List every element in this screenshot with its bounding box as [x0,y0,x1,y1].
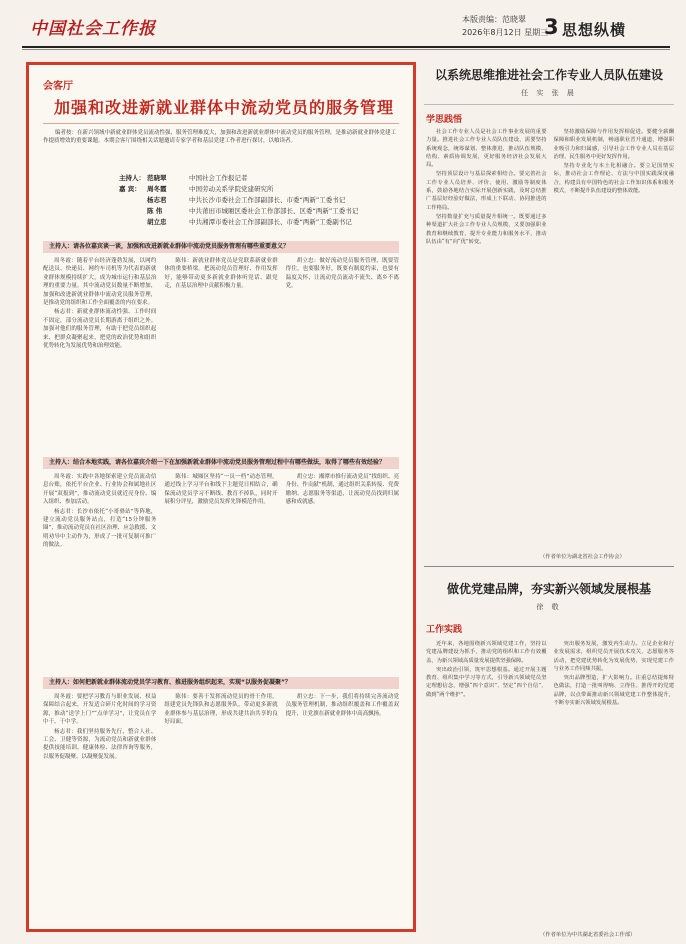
paragraph: 杨志君：新就业群体流动性强、工作时间不固定，部分流动党员长期游离于组织之外。加强对他们的服务管理，有助于把党员组织起来、把群众凝聚起来，把党的政治优势和组织优势转化为发展优势和治理效能。 [43,309,157,350]
participant-org: 中共莆田市城厢区委社会工作部部长、区委“两新”工委书记 [189,207,359,215]
paragraph: 胡立忠：下一步，我们将持续完善流动党员服务管理机制，推动组织覆盖和工作覆盖双提升，让党旗在新就业群体中高高飘扬。 [285,694,399,717]
participant-org: 中共湘潭市委社会工作部副部长、市委“两新”工委副书记 [189,218,352,226]
masthead-rule [22,46,670,48]
paragraph: 胡立忠：湘潭市推行流动党员“找组织、亮身份、作贡献”机制，通过组织关系转接、党费缴纳、志愿服务等渠道，让流动党员找到归属感和成就感。 [285,474,399,506]
participant-role: 主持人： [119,174,145,182]
article-title: 以系统思维推进社会工作专业人员队伍建设 [434,68,663,82]
article-title: 加强和改进新就业群体中流动党员的服务管理 [53,98,394,117]
column-kicker: 工作实践 [426,625,463,635]
paragraph: 社会工作专业人员是社会工作事业发展的重要力量。推进社会工作专业人员队伍建设，需要坚持系统观念，统筹谋划、整体推进，推动队伍规模、结构、素质协调发展，更好服务经济社会发展大局。 [426,129,547,169]
participant-org: 中国社会工作报记者 [189,174,248,182]
participant-role [119,195,147,206]
text-column [164,257,277,453]
paragraph: 周冬霞：要把学习教育与职业发展、权益保障结合起来，开发适合碎片化时间的学习资源，推动“送学上门”“点单学习”，让党员在学中干、干中学。 [43,694,157,726]
article-separator [424,566,674,567]
text-column [43,257,156,453]
participant-name: 杨志君 [147,196,167,204]
author-affiliation: （作者单位为湖北省社会工作协会） [540,554,625,560]
paragraph: 周冬霞：实践中各地探索建立党员流动信息台账，依托平台企业、行业协会和属地社区开展“双报到”，推动流动党员就近亮身份、编入组织、参加活动。 [43,474,157,506]
text-column [164,693,277,925]
column-kicker: 学思践悟 [426,115,463,125]
participant-row [119,217,358,228]
paragraph: 坚持数量扩充与质量提升相统一。既要通过多种渠道扩大社会工作专业人员规模，又要加强职业教育和继续教育，提升专业能力和服务水平，推动队伍由“有”向“优”转变。 [426,213,547,245]
article-body [426,640,674,930]
discussion-question: 主持人：请各位嘉宾谈一谈，加强和改进新就业群体中流动党员服务管理有哪些重要意义？ [43,241,399,253]
article-title: 做优党建品牌，夯实新兴领域发展根基 [446,582,651,596]
masthead-rule-thin [22,49,670,50]
title-divider [43,123,399,124]
participant-role: 嘉 宾： [119,185,141,193]
participant-name: 范晓翠 [147,174,167,182]
discussion-question: 主持人：结合本地实践，请各位嘉宾介绍一下在加强新就业群体中流动党员服务管理过程中有哪些做法，取得了哪些有效经验？ [43,457,399,469]
paragraph: 坚持激励保障与作用发挥相促进。要健全薪酬保障和职业发展机制，畅通职业晋升通道，增强职业吸引力和归属感，引导社会工作专业人员在基层治理、民生服务中更好发挥作用。 [553,129,674,160]
text-column [43,473,156,673]
text-column [286,473,399,673]
author-affiliation: （作者单位为中共湖北省委社会工作部） [540,932,636,938]
participant-role [119,206,147,217]
masthead [0,0,686,56]
text-column [426,128,547,548]
section-title: 思想纵横 [562,21,627,39]
paragraph: 陈伟：新就业群体党员是党联系新就业群体的重要桥梁。把流动党员管理好、作用发挥好，能够带动更多新就业群体听党话、跟党走，在基层治理中贡献积极力量。 [164,258,278,290]
paragraph: 近年来，各地围绕新兴领域党建工作，坚持以党建品牌建设为抓手，推动党的组织和工作有效覆盖，为新兴领域高质量发展提供坚强保障。 [426,641,547,664]
discussion-section-2 [43,473,399,673]
issue-date: 2026年8月12日 星期三 [462,28,549,37]
editor-note: 编者按：在新兴领域中新就业群体党员流动性强、服务管理难度大，加强和改进新就业群体中流动党员的服务管理，是推动新就业群体党建工作提质增效的重要课题。本期会客厅围绕相关话题邀请专家学者和基层党建工作者进行探讨，以飨读者。 [43,130,397,144]
text-column [426,640,547,930]
newspaper-logo: 中国社会工作报 [30,19,156,39]
paragraph: 陈伟：要善于发挥流动党员的骨干作用，组建党员先锋队和志愿服务队，带动更多新就业群体参与基层治理，形成共建共治共享的良好局面。 [164,694,278,726]
article-body [426,128,674,548]
participant-role [119,217,147,228]
participant-row [119,195,358,206]
participant-name: 陈 伟 [147,207,163,215]
edition-editor: 本版责编：范晓翠 [462,15,526,24]
column-kicker: 会客厅 [43,81,73,92]
text-column [164,473,277,673]
featured-article-frame [26,62,416,932]
discussion-question: 主持人：如何把新就业群体流动党员学习教育、推进服务组织起来，实现“以服务促凝聚”？ [43,677,399,689]
participant-org: 中共长沙市委社会工作部副部长、市委“两新”工委书记 [189,196,346,204]
paragraph: 突出品牌塑造，扩大影响力。注重总结提炼特色做法，打造一批叫得响、立得住、推得开的党建品牌，以点带面推动新兴领域党建工作整体提升，不断夯实新兴领域发展根基。 [553,675,674,707]
participant-row [119,184,358,195]
participant-row [119,206,358,217]
participant-name: 周冬霞 [147,185,167,193]
paragraph: 胡立忠：做好流动党员服务管理，既要管得住，也要服务好，既要有制度约束，也要有温度关怀，让流动党员流动不流失、离乡不离党。 [285,258,399,290]
paragraph: 陈伟：城厢区坚持“一员一档”动态管理，通过线上学习平台和线下主题党日相结合，确保流动党员学习不断线、教育不掉队，同时开展积分评星，激励党员发挥先锋模范作用。 [164,474,278,506]
title-divider [424,104,674,105]
participants-list [119,173,358,228]
participant-row [119,173,358,184]
text-column [554,128,675,548]
participant-org: 中国劳动关系学院党建研究所 [189,185,274,193]
paragraph: 坚持专业化与本土化相融合。要立足国情实际，推动社会工作理论、方法与中国实践深度融合，构建具有中国特色的社会工作知识体系和服务模式，不断提升队伍建设的整体效能。 [553,163,674,195]
text-column [286,257,399,453]
paragraph: 突出政治引领，筑牢思想根基。通过开展主题教育、组织集中学习等方式，引导新兴领域党员坚定理想信念，增强“四个意识”、坚定“四个自信”、做到“两个维护”。 [426,666,547,698]
discussion-section-1 [43,257,399,453]
participant-name: 胡立忠 [147,218,167,226]
page-number: 3 [544,15,559,39]
text-column [554,640,675,930]
article-author: 徐 敬 [536,603,562,611]
paragraph: 杨志君：我们坚持服务先行，整合人社、工会、卫健等资源，为流动党员和新就业群体提供技能培训、健康体检、法律咨询等服务，以服务促凝聚、以凝聚促发展。 [43,728,157,760]
paragraph: 杨志君：长沙市依托“小哥驿站”等阵地，建立流动党员服务站点，打造“15分钟服务圈”，推动流动党员在社区治理、应急救援、文明劝导中主动作为，形成了一批可复制可推广的做法。 [43,508,157,549]
discussion-section-3 [43,693,399,925]
paragraph: 突出服务发展，激发内生动力。立足企业和行业发展需求，组织党员开展技术攻关、志愿服务等活动，把党建优势转化为发展优势，实现党建工作与业务工作同频共振。 [553,641,674,672]
paragraph: 周冬霞：随着平台经济蓬勃发展，以网约配送员、快递员、网约车司机等为代表的新就业群体规模持续扩大，成为城市运行和基层治理的重要力量。其中流动党员数量不断增加，加强和改进新就业群体中流动党员服务管理，是推动党的组织和工作全面覆盖的内在要求。 [43,258,157,307]
text-column [286,693,399,925]
text-column [43,693,156,925]
paragraph: 坚持顶层设计与基层探索相结合。要完善社会工作专业人员培养、评价、使用、激励等制度体系，鼓励各地结合实际开展创新实践，及时总结推广基层好经验好做法，形成上下联动、协同推进的工作格局。 [426,171,547,211]
article-author: 任 实 张 晨 [521,89,577,97]
